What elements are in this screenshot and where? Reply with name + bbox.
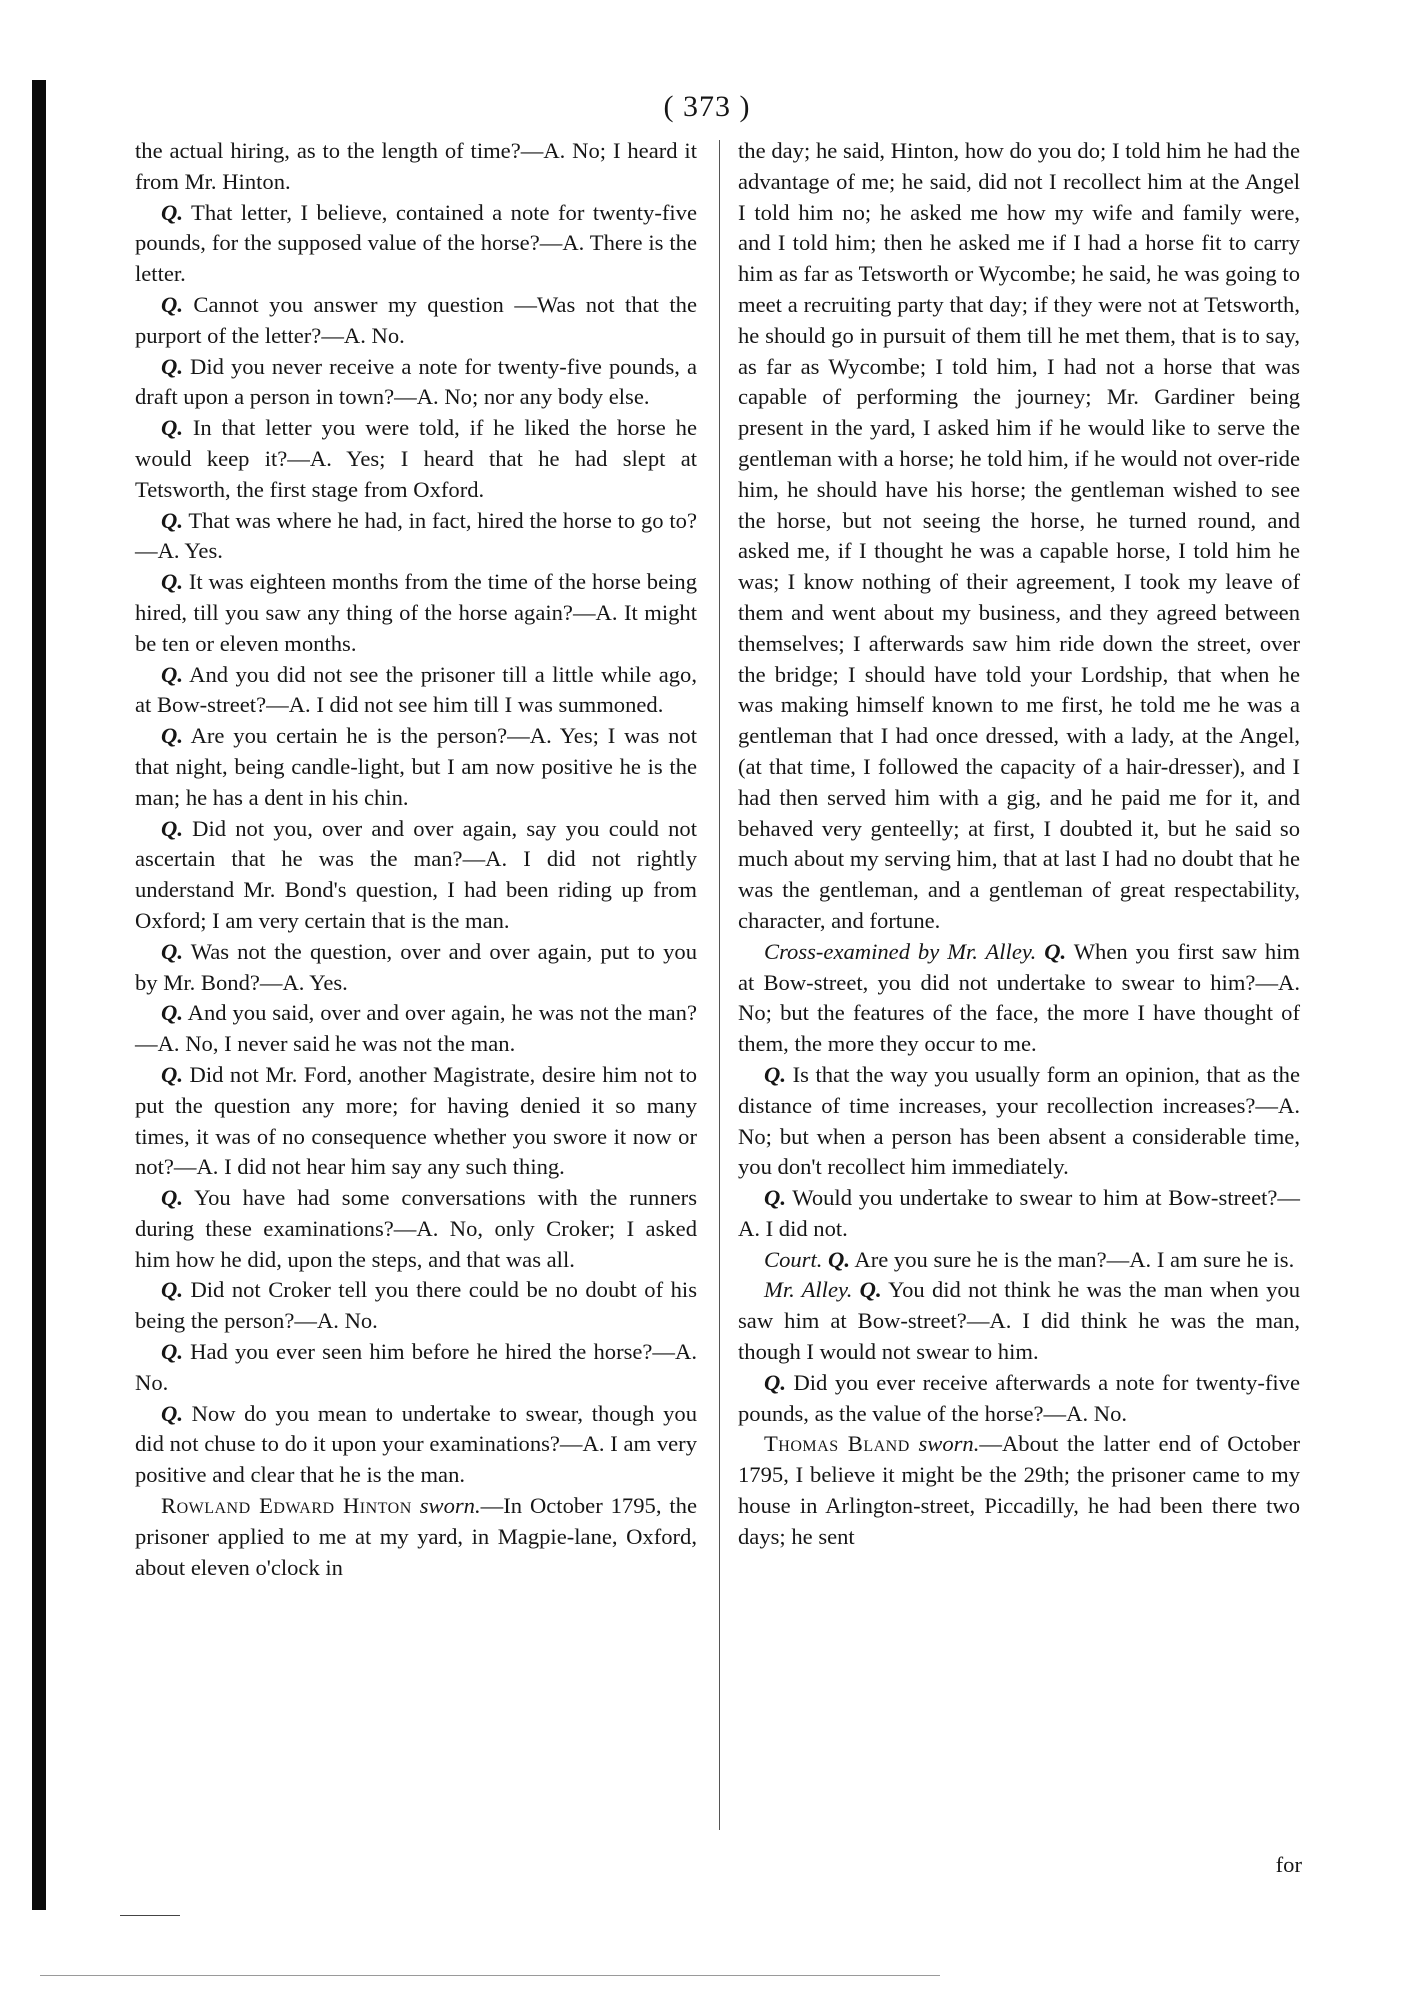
paragraph <box>135 721 697 813</box>
right-column <box>738 136 1300 1553</box>
paragraph <box>135 506 697 568</box>
paragraph <box>738 1429 1300 1552</box>
paragraph-text: You did not think he was the man when you saw him at Bow-street?—A. I did think he was the man, though I would not swear to him. <box>738 1277 1300 1365</box>
speaker-label: sworn. <box>909 1431 980 1457</box>
question-marker: Q. <box>764 1369 786 1395</box>
paragraph <box>135 198 697 290</box>
question-marker: Q. <box>161 1185 183 1211</box>
question-marker: Q. <box>161 1339 183 1365</box>
paragraph-text: Did you never receive a note for twenty-five pounds, a draft upon a person in town?—A. No; nor any body else. <box>135 353 697 410</box>
witness-name: Thomas Bland <box>764 1431 910 1457</box>
scan-noise-bottom <box>40 1975 940 1976</box>
question-marker: Q. <box>161 1061 183 1087</box>
paragraph <box>738 937 1300 1060</box>
paragraph <box>135 1060 697 1183</box>
paragraph-text: Now do you mean to undertake to swear, though you did not chuse to do it upon your examinations?—A. I am very positive and clear that he is the man. <box>135 1400 697 1488</box>
paragraph <box>738 1275 1300 1367</box>
question-marker: Q. <box>161 1277 183 1303</box>
paragraph <box>135 1399 697 1491</box>
paragraph <box>135 1337 697 1399</box>
paragraph-text: Did not Mr. Ford, another Magistrate, desire him not to put the question any more; for having denied it so many times, it was of no consequence whether you swore it now or not?—A. I did not hear him say any such thing. <box>135 1061 697 1180</box>
paragraph <box>135 660 697 722</box>
paragraph-text: the actual hiring, as to the length of time?—A. No; I heard it from Mr. Hinton. <box>135 138 697 194</box>
question-marker: Q. <box>161 569 183 595</box>
paragraph-text: —In October 1795, the prisoner applied to me at my yard, in Magpie-lane, Oxford, about eleven o'clock in <box>135 1493 698 1580</box>
paragraph <box>135 937 697 999</box>
paragraph <box>135 567 697 659</box>
paragraph <box>738 136 1300 937</box>
scan-binding-edge <box>32 80 46 1910</box>
speaker-label: sworn. <box>411 1493 481 1519</box>
paragraph <box>135 413 697 505</box>
paragraph <box>738 1245 1300 1276</box>
paragraph-text: When you first saw him at Bow-street, you did not undertake to swear to him?—A. No; but the features of the face, the more I have thought of them, the more they occur to me. <box>738 938 1300 1057</box>
paragraph-text: Are you certain he is the person?—A. Yes; I was not that night, being candle-light, but I am now positive he is the man; he has a dent in his chin. <box>135 723 697 810</box>
paragraph-text: Was not the question, over and over again, put to you by Mr. Bond?—A. Yes. <box>135 938 697 995</box>
question-marker: Q. <box>161 1400 183 1426</box>
question-marker: Q. <box>161 199 183 225</box>
question-marker: Q. <box>764 1061 786 1087</box>
paragraph-text: Did not you, over and over again, say you could not ascertain that he was the man?—A. I did not rightly understand Mr. Bond's question, I had been riding up from Oxford; I am very certain that is the man. <box>135 815 697 933</box>
witness-name: Rowland Edward Hinton <box>161 1493 412 1519</box>
question-marker: Q. <box>1036 938 1067 964</box>
question-marker: Q. <box>822 1246 851 1272</box>
question-marker: Q. <box>764 1185 786 1211</box>
paragraph-text: Would you undertake to swear to him at Bow-street?—A. I did not. <box>738 1185 1300 1241</box>
paragraph-text: Cannot you answer my question —Was not that the purport of the letter?—A. No. <box>135 291 697 348</box>
question-marker: Q. <box>161 353 183 379</box>
paragraph <box>738 1368 1300 1430</box>
question-marker: Q. <box>161 507 183 533</box>
question-marker: Q. <box>161 415 183 441</box>
question-marker: Q. <box>161 723 183 749</box>
question-marker: Q. <box>161 938 183 964</box>
scan-noise <box>120 1915 180 1916</box>
paragraph-text: —About the latter end of October 1795, I believe it might be the 29th; the prisoner came to my house in Arlington-street, Piccadilly, he had been there two days; he sent <box>738 1431 1301 1549</box>
paragraph <box>135 352 697 414</box>
question-marker: Q. <box>161 815 183 841</box>
left-column <box>135 136 697 1583</box>
paragraph-text: You have had some conversations with the runners during these examinations?—A. No, only Croker; I asked him how he did, upon the steps, and that was all. <box>135 1185 697 1272</box>
paragraph-text: In that letter you were told, if he liked the horse he would keep it?—A. Yes; I heard that he had slept at Tetsworth, the first stage from Oxford. <box>135 415 697 502</box>
column-divider <box>719 140 720 1830</box>
paragraph <box>738 1183 1300 1245</box>
paragraph-text: Did not Croker tell you there could be no doubt of his being the person?—A. No. <box>135 1277 697 1334</box>
paragraph-text: the day; he said, Hinton, how do you do; I told him he had the advantage of me; he said, did not I recollect him at the Angel I told him no; he asked me how my wife and family were, and I told him; then he asked me if I had a horse fit to carry him as far as Tetsworth or Wycombe; he said, he was going to meet a recruiting party that day; if they were not at Tetsworth, he should go in pursuit of them till he met them, that is to say, as far as Wycombe; I told him, I had not a horse that was capable of performing the journey; Mr. Gardiner being present in the yard, I asked him if he would like to serve the gentleman with a horse; he told him, if he would not over-ride him, he should have his horse; the gentleman wished to see the horse, but not seeing the horse, he turned round, and asked me, if I thought he was a capable horse, I told him he was; I know nothing of their agreement, I took my leave of them and went about my business, and they agreed between themselves; I afterwards saw him ride down the street, over the bridge; I should have told your Lordship, that when he was making himself known to me first, he told me he was a gentleman that I had once dressed, with a lady, at the Angel, (at that time, I followed the capacity of a hair-dresser), and I had then served him with a gig, and he paid me for it, and behaved very genteelly; at first, I doubted it, but he said so much about my serving him, that at last I had no doubt that he was the gentleman, and a gentleman of great respectability, character, and fortune. <box>738 138 1300 933</box>
paragraph <box>135 1491 697 1583</box>
paragraph-text: Are you sure he is the man?—A. I am sure he is. <box>850 1246 1295 1272</box>
question-marker: Q. <box>161 661 183 687</box>
catchword: for <box>1275 1852 1302 1877</box>
speaker-label: Cross-examined by Mr. Alley. <box>764 938 1037 964</box>
question-marker: Q. <box>161 1000 183 1026</box>
paragraph-text: And you did not see the prisoner till a little while ago, at Bow-street?—A. I did not see him till I was summoned. <box>135 661 697 718</box>
paragraph-text: Is that the way you usually form an opinion, that as the distance of time increases, your recollection increases?—A. No; but when a person has been absent a considerable time, you don't recollect him immediately. <box>738 1061 1300 1180</box>
paragraph <box>738 1060 1300 1183</box>
speaker-label: Mr. Alley. <box>764 1277 853 1303</box>
paragraph-text: And you said, over and over again, he was not the man?—A. No, I never said he was not the man. <box>135 1000 697 1057</box>
paragraph-text: Had you ever seen him before he hired the horse?—A. No. <box>135 1339 697 1395</box>
page-number: ( 373 ) <box>663 90 751 123</box>
paragraph <box>135 1183 697 1275</box>
speaker-label: Court. <box>764 1246 823 1272</box>
paragraph <box>135 814 697 937</box>
paragraph <box>135 998 697 1060</box>
paragraph <box>135 1275 697 1337</box>
paragraph-text: That letter, I believe, contained a note for twenty-five pounds, for the supposed value of the horse?—A. There is the letter. <box>135 199 697 287</box>
paragraph <box>135 136 697 198</box>
paragraph <box>135 290 697 352</box>
paragraph-text: That was where he had, in fact, hired the horse to go to?—A. Yes. <box>135 507 697 564</box>
paragraph-text: Did you ever receive afterwards a note for twenty-five pounds, as the value of the horse?—A. No. <box>738 1369 1300 1426</box>
question-marker: Q. <box>852 1277 882 1303</box>
question-marker: Q. <box>161 291 183 317</box>
paragraph-text: It was eighteen months from the time of the horse being hired, till you saw any thing of the horse again?—A. It might be ten or eleven months. <box>135 569 697 656</box>
